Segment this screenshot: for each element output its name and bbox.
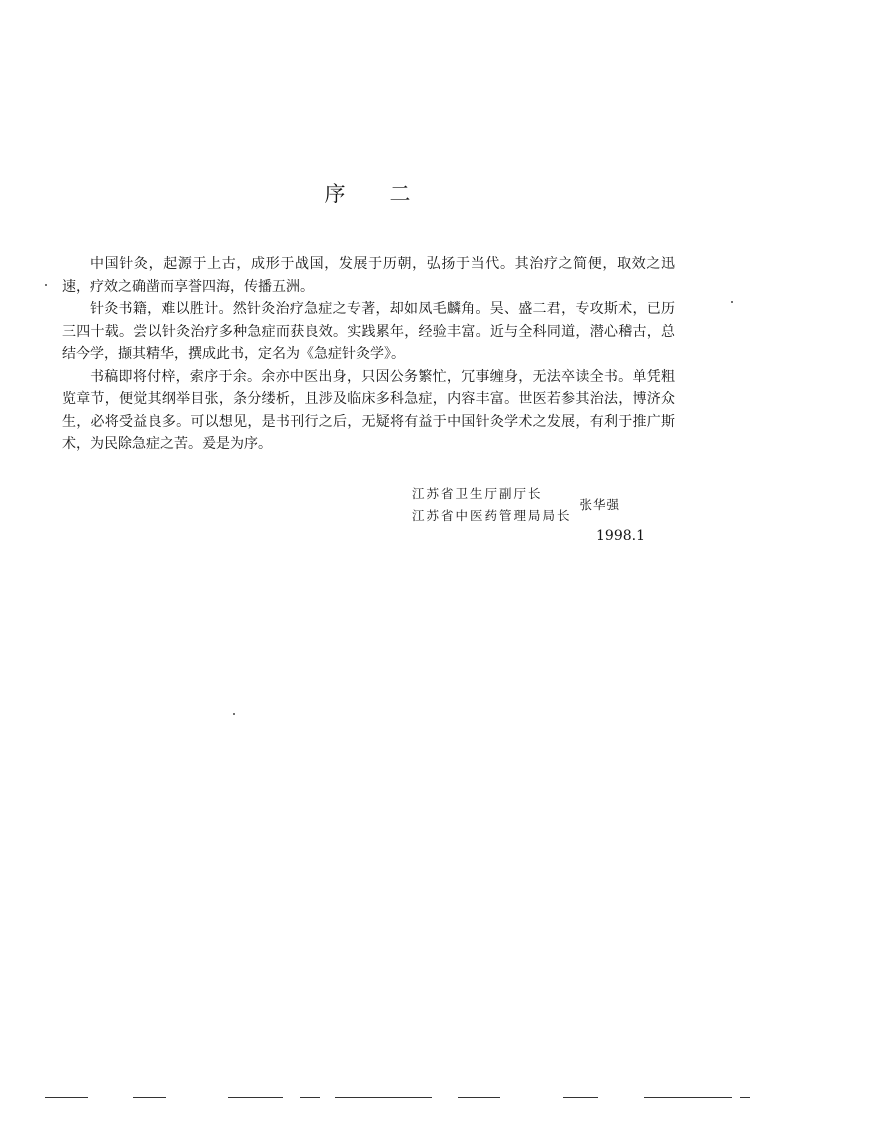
scan-speck	[233, 713, 235, 715]
signature-block	[412, 483, 620, 527]
scan-line	[133, 1097, 166, 1098]
scan-line	[335, 1097, 432, 1098]
scan-line	[300, 1097, 320, 1098]
title-char-2: 二	[389, 182, 411, 206]
scan-line	[563, 1097, 598, 1098]
preface-title	[0, 178, 735, 208]
signature-date: 1998.1	[596, 528, 645, 544]
paragraph: 书稿即将付梓，索序于余。余亦中医出身，只因公务繁忙，冗事缠身，无法卒读全书。单凭粗览章节，便觉其纲举目张，条分缕析，且涉及临床多科急症，内容丰富。世医若参其治法，博济众生，必将受益良多。可以想见，是书刊行之后，无疑将有益于中国针灸学术之发展，有利于推广斯术，为民除急症之苦。爰是为序。	[62, 368, 675, 452]
signature-name: 张华强	[579, 497, 621, 512]
preface-body	[62, 253, 675, 456]
paragraph: 中国针灸，起源于上古，成形于战国，发展于历朝，弘扬于当代。其治疗之简便，取效之迅速，疗效之确凿而享誉四海，传播五洲。	[62, 256, 675, 295]
scan-speck	[45, 284, 47, 286]
scan-speck	[731, 301, 733, 303]
scan-line	[228, 1097, 283, 1098]
scan-line	[45, 1097, 88, 1098]
signature-title-1: 江苏省卫生厅副厅长	[412, 486, 543, 501]
signature-title-2: 江苏省中医药管理局局长	[412, 508, 572, 523]
paragraph: 针灸书籍，难以胜计。然针灸治疗急症之专著，却如凤毛麟角。吴、盛二君，专攻斯术，已历三四十载。尝以针灸治疗多种急症而获良效。实践累年，经验丰富。近与全科同道，潜心稽古，总结今学，撷其精华，撰成此书，定名为《急症针灸学》。	[62, 301, 675, 362]
scan-line	[740, 1097, 750, 1098]
scan-line	[644, 1097, 732, 1098]
scan-line	[458, 1097, 500, 1098]
title-char-1: 序	[324, 182, 346, 206]
signature-titles	[412, 483, 572, 527]
